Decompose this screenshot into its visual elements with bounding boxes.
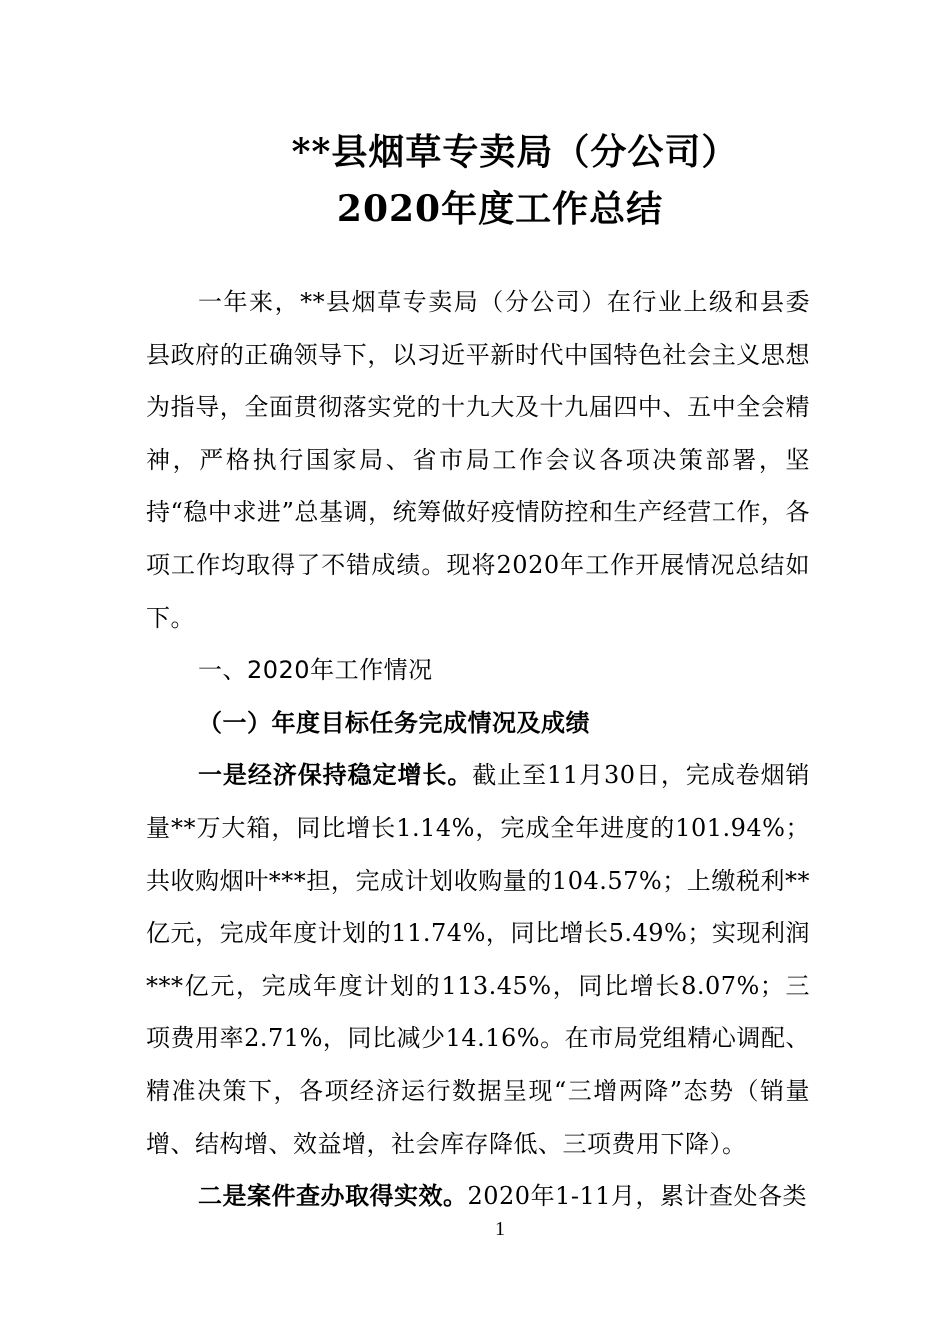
document-title-line2: 2020年度工作总结	[336, 188, 664, 230]
intro-paragraph: 一年来，**县烟草专卖局（分公司）在行业上级和县委县政府的正确领导下，以习近平新时代中国特色社会主义思想为指导，全面贯彻落实党的十九大及十九届四中、五中全会精神，严格执行国家局、省市局工作会议各项决策部署，坚持“稳中求进”总基调，统筹做好疫情防控和生产经营工作，各项工作均取得了不错成绩。现将2020年工作开展情况总结如下。	[146, 288, 810, 632]
document-body	[146, 276, 810, 1223]
economy-paragraph	[146, 749, 810, 1170]
economy-lead: 一是经济保持稳定增长。	[198, 761, 473, 790]
economy-body: 截止至11月30日，完成卷烟销量**万大箱，同比增长1.14%，完成全年进度的101.94%；共收购烟叶***担，完成计划收购量的104.57%；上缴税利**亿元，完成年度计划的11.74%，同比增长5.49%；实现利润***亿元，完成年度计划的113.45%，同比增长8.07%；三项费用率2.71%，同比减少14.16%。在市局党组精心调配、精准决策下，各项经济运行数据呈现“三增两降”态势（销量增、结构增、效益增，社会库存降低、三项费用下降）。	[146, 761, 811, 1158]
cases-lead: 二是案件查办取得实效。	[198, 1182, 468, 1211]
section-heading: 一、2020年工作情况	[198, 656, 433, 685]
subsection-heading: （一）年度目标任务完成情况及成绩	[198, 708, 590, 737]
document-title-line1: **县烟草专卖局（分公司）	[291, 131, 739, 173]
cases-body: 2020年1-11月，累计查处各类	[467, 1182, 807, 1211]
cases-paragraph	[146, 1170, 810, 1223]
page-number: 1	[495, 1218, 505, 1240]
